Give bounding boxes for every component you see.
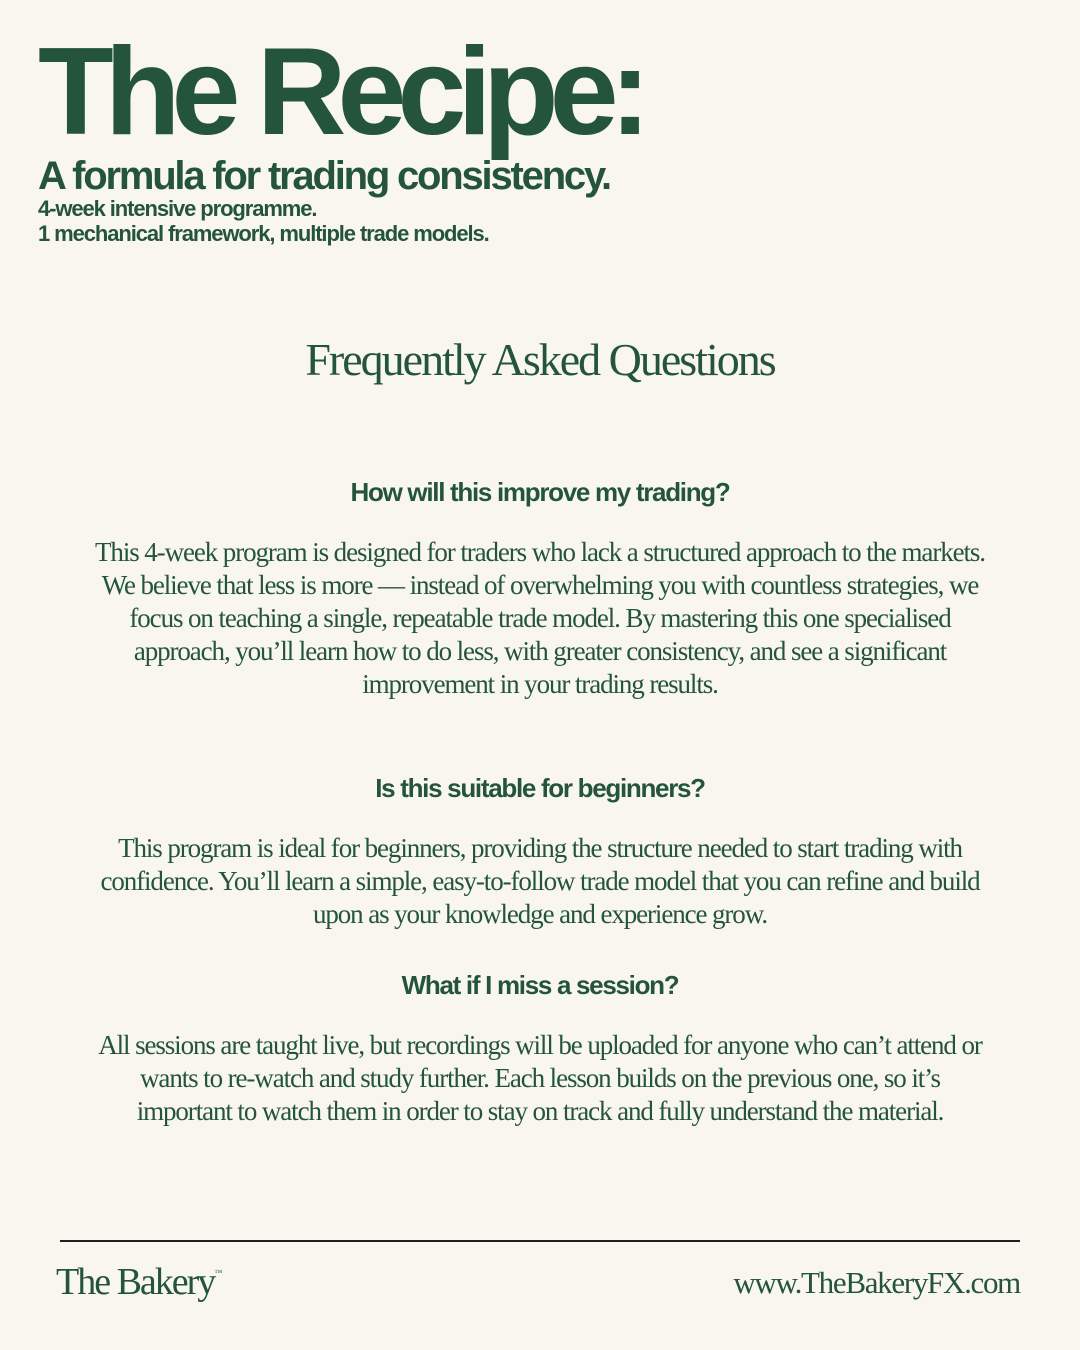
faq-item — [90, 773, 990, 931]
faq-question: What if I miss a session? — [401, 970, 679, 1000]
faq-answer: This program is ideal for beginners, providing the structure needed to start trading with confidence. You’ll learn a simple, easy-to-follow trade model that you can refine and build upon as your knowledge and experience grow. — [100, 833, 980, 930]
framework-text: 1 mechanical framework, multiple trade models. — [38, 221, 489, 246]
faq-answer: This 4-week program is designed for traders who lack a structured approach to the markets. We believe that less is more — instead of overwhelming you with countless strategies, we focus on teaching a single, repeatable trade model. By mastering this one specialised approach, you’ll learn how to do less, with greater consistency, and see a significant improvement in your trading results. — [95, 537, 985, 700]
faq-heading: Frequently Asked Questions — [305, 334, 775, 385]
programme-length-text: 4-week intensive programme. — [38, 196, 317, 221]
faq-item — [90, 477, 990, 701]
page-title: The Recipe: — [38, 23, 642, 161]
faq-item — [90, 970, 990, 1128]
brand-logo — [56, 1260, 222, 1306]
faq-answer: All sessions are taught live, but recordings will be uploaded for anyone who can’t attend or wants to re-watch and study further. Each lesson builds on the previous one, so it’s important to watch them in order to stay on track and fully understand the material. — [98, 1030, 982, 1127]
faq-question: Is this suitable for beginners? — [375, 773, 705, 803]
faq-question: How will this improve my trading? — [350, 477, 730, 507]
page-subtitle: A formula for trading consistency. — [38, 154, 610, 198]
brand-name: The Bakery — [56, 1261, 215, 1303]
footer-divider — [60, 1240, 1020, 1242]
trademark-mark: ™ — [214, 1268, 223, 1277]
website-link[interactable]: www.TheBakeryFX.com — [733, 1265, 1020, 1300]
hero-header — [38, 23, 1038, 246]
